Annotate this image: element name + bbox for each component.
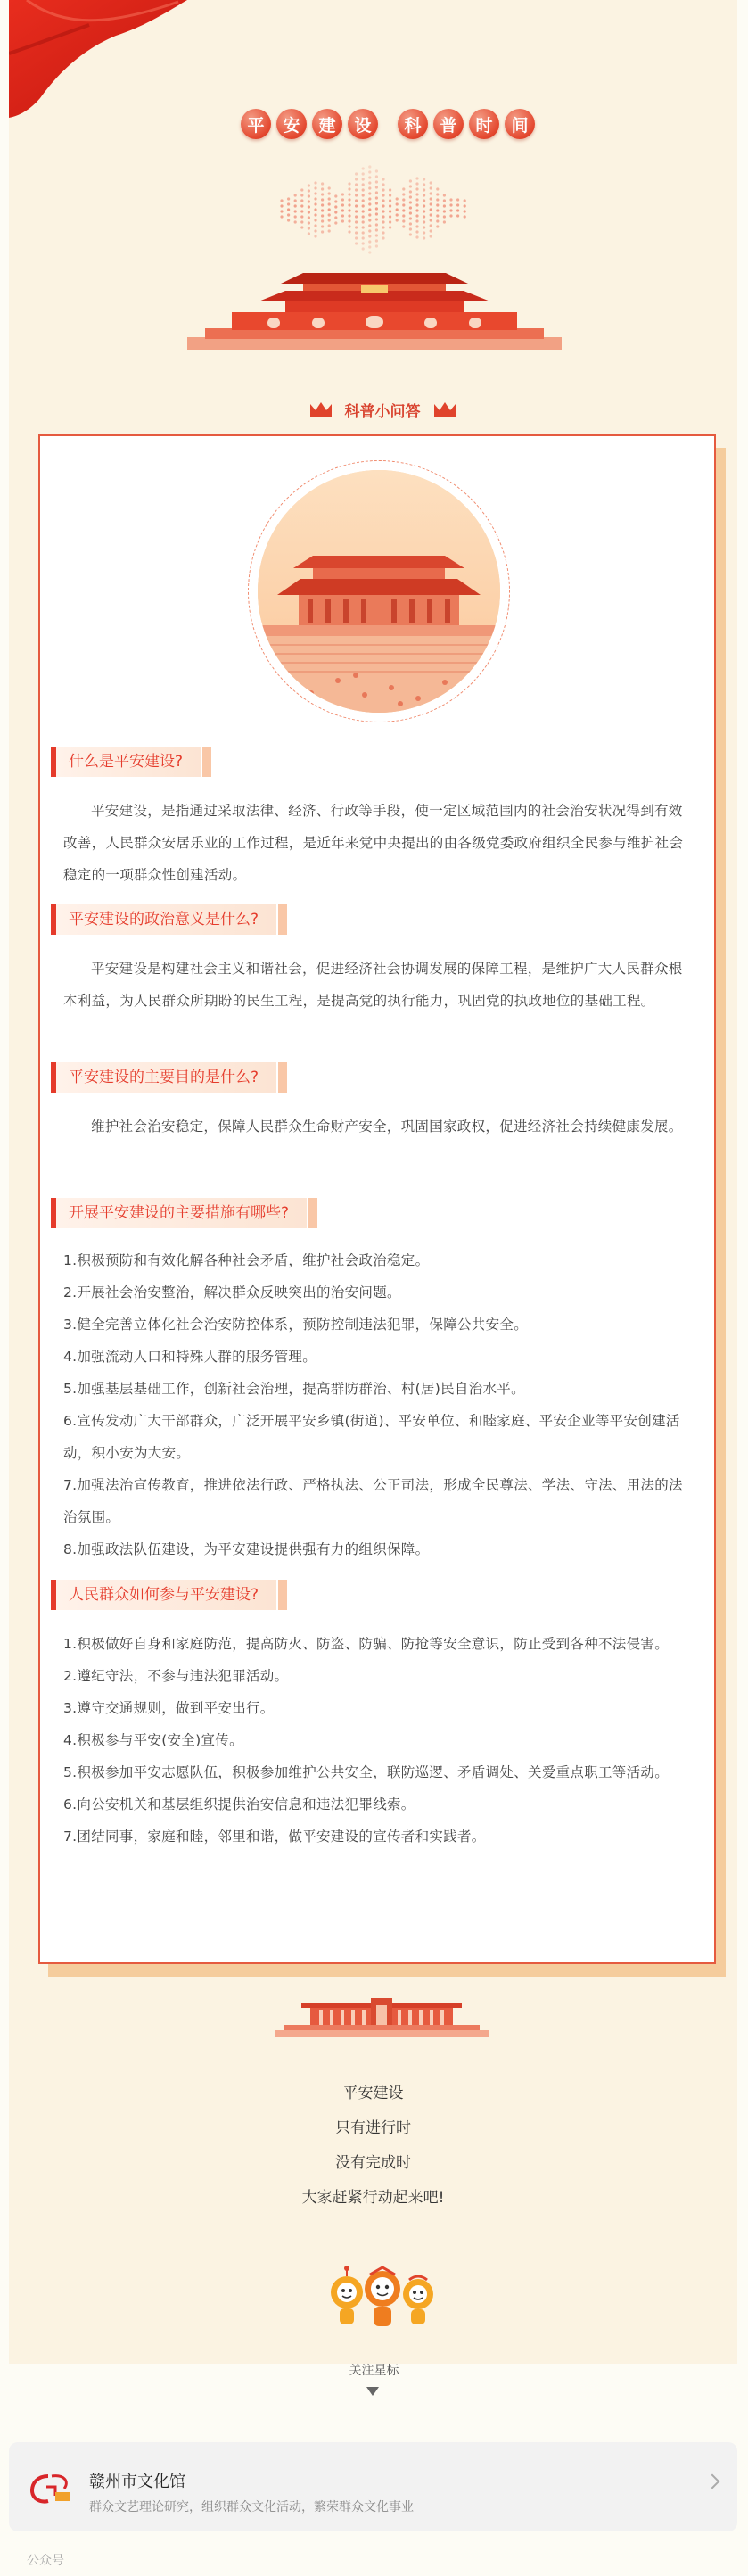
question-text: 平安建设的政治意义是什么?: [56, 904, 276, 935]
closing-line: 只有进行时: [335, 2119, 411, 2137]
qa-card: [38, 434, 716, 1964]
title-char: 设: [348, 109, 378, 139]
crown-icon: [309, 400, 333, 418]
question-heading: [51, 1062, 287, 1093]
question-heading: [51, 1198, 317, 1228]
list-item: 4.积极参与平安(安全)宣传。: [63, 1732, 243, 1748]
question-heading: [51, 904, 287, 935]
follow-star-hint: 关注星标: [349, 2364, 399, 2378]
account-description: 群众文艺理论研究，组织群众文化活动，繁荣群众文化事业: [89, 2500, 414, 2514]
question-text: 平安建设的主要目的是什么?: [56, 1062, 276, 1093]
question-text: 什么是平安建设?: [56, 747, 201, 777]
participation-list: [63, 1628, 693, 1853]
palace-badge: [248, 460, 510, 722]
list-item: 5.积极参加平安志愿队伍，积极参加维护公共安全，联防巡逻、矛盾调处、关爱重点职工等活动。: [63, 1764, 669, 1780]
list-item: 6.向公安机关和基层组织提供治安信息和违法犯罪线索。: [63, 1796, 415, 1812]
list-item: 8.加强政法队伍建设，为平安建设提供强有力的组织保障。: [63, 1541, 430, 1557]
list-item: 5.加强基层基础工作，创新社会治理，提高群防群治、村(居)民自治水平。: [63, 1381, 525, 1397]
tiananmen-gate-illustration: [187, 266, 562, 355]
list-item: 6.宣传发动广大干部群众，广泛开展平安乡镇(街道)、平安单位、和睦家庭、平安企业等平安创建活动，积小安为大安。: [63, 1413, 680, 1461]
account-logo-icon: [29, 2471, 73, 2506]
red-flag-decoration: [9, 0, 187, 120]
list-item: 3.健全完善立体化社会治安防控体系，预防控制违法犯罪，保障公共安全。: [63, 1317, 528, 1333]
closing-line: 大家赶紧行动起来吧!: [301, 2189, 445, 2207]
sound-wave-decoration: [276, 165, 473, 254]
closing-line: 平安建设: [342, 2085, 404, 2102]
list-item: 1.积极预防和有效化解各种社会矛盾，维护社会政治稳定。: [63, 1252, 430, 1268]
title-char: 时: [469, 109, 499, 139]
hall-illustration: [275, 1998, 489, 2039]
answer-paragraph: 维护社会治安稳定，保障人民群众生命财产安全，巩固国家政权，促进经济社会持续健康发展。: [91, 1119, 683, 1135]
list-item: 2.开展社会治安整治，解决群众反映突出的治安问题。: [63, 1284, 401, 1300]
chevron-right-icon: [705, 2474, 720, 2489]
list-item: 1.积极做好自身和家庭防范，提高防火、防盗、防骗、防抢等安全意识，防止受到各种不法侵害。: [63, 1636, 669, 1652]
banner-title: [241, 109, 535, 139]
article-background: [9, 0, 737, 2364]
question-text: 人民群众如何参与平安建设?: [56, 1580, 276, 1610]
list-item: 3.遵守交通规则，做到平安出行。: [63, 1700, 275, 1716]
title-char: 建: [312, 109, 342, 139]
measures-list: [63, 1244, 693, 1565]
question-text: 开展平安建设的主要措施有哪些?: [56, 1198, 307, 1228]
title-char: 普: [433, 109, 464, 139]
answer-paragraph: 平安建设，是指通过采取法律、经济、行政等手段，使一定区域范围内的社会治安状况得到有效改善，人民群众安居乐业的工作过程，是近年来党中央提出的由各级党委政府组织全民参与维护社会稳定的一项群众性创建活动。: [63, 803, 684, 883]
list-item: 7.加强法治宣传教育，推进依法行政、严格执法、公正司法，形成全民尊法、学法、守法、用法的法治氛围。: [63, 1477, 683, 1525]
section-tag-label: 科普小问答: [344, 402, 421, 421]
footer-label: 公众号: [27, 2554, 64, 2568]
list-item: 7.团结同事，家庭和睦，邻里和谐，做平安建设的宣传者和实践者。: [63, 1829, 486, 1845]
down-arrow-icon: [366, 2387, 379, 2396]
list-item: 4.加强流动人口和特殊人群的服务管理。: [63, 1349, 316, 1365]
title-char: 间: [505, 109, 535, 139]
question-heading: [51, 747, 211, 777]
title-char: 平: [241, 109, 271, 139]
title-char: 安: [276, 109, 307, 139]
question-heading: [51, 1580, 287, 1610]
account-name: 赣州市文化馆: [89, 2473, 185, 2491]
title-char: 科: [398, 109, 428, 139]
account-card[interactable]: [9, 2442, 737, 2531]
crown-icon: [433, 400, 456, 418]
answer-paragraph: 平安建设是构建社会主义和谐社会，促进经济社会协调发展的保障工程，是维护广大人民群众根本利益，为人民群众所期盼的民生工程，是提高党的执行能力，巩固党的执政地位的基础工程。: [63, 961, 683, 1009]
closing-line: 没有完成时: [335, 2154, 411, 2172]
palace-illustration: [258, 470, 500, 713]
mascots-illustration: [327, 2266, 438, 2330]
list-item: 2.遵纪守法，不参与违法犯罪活动。: [63, 1668, 289, 1684]
section-tag: [291, 396, 474, 423]
